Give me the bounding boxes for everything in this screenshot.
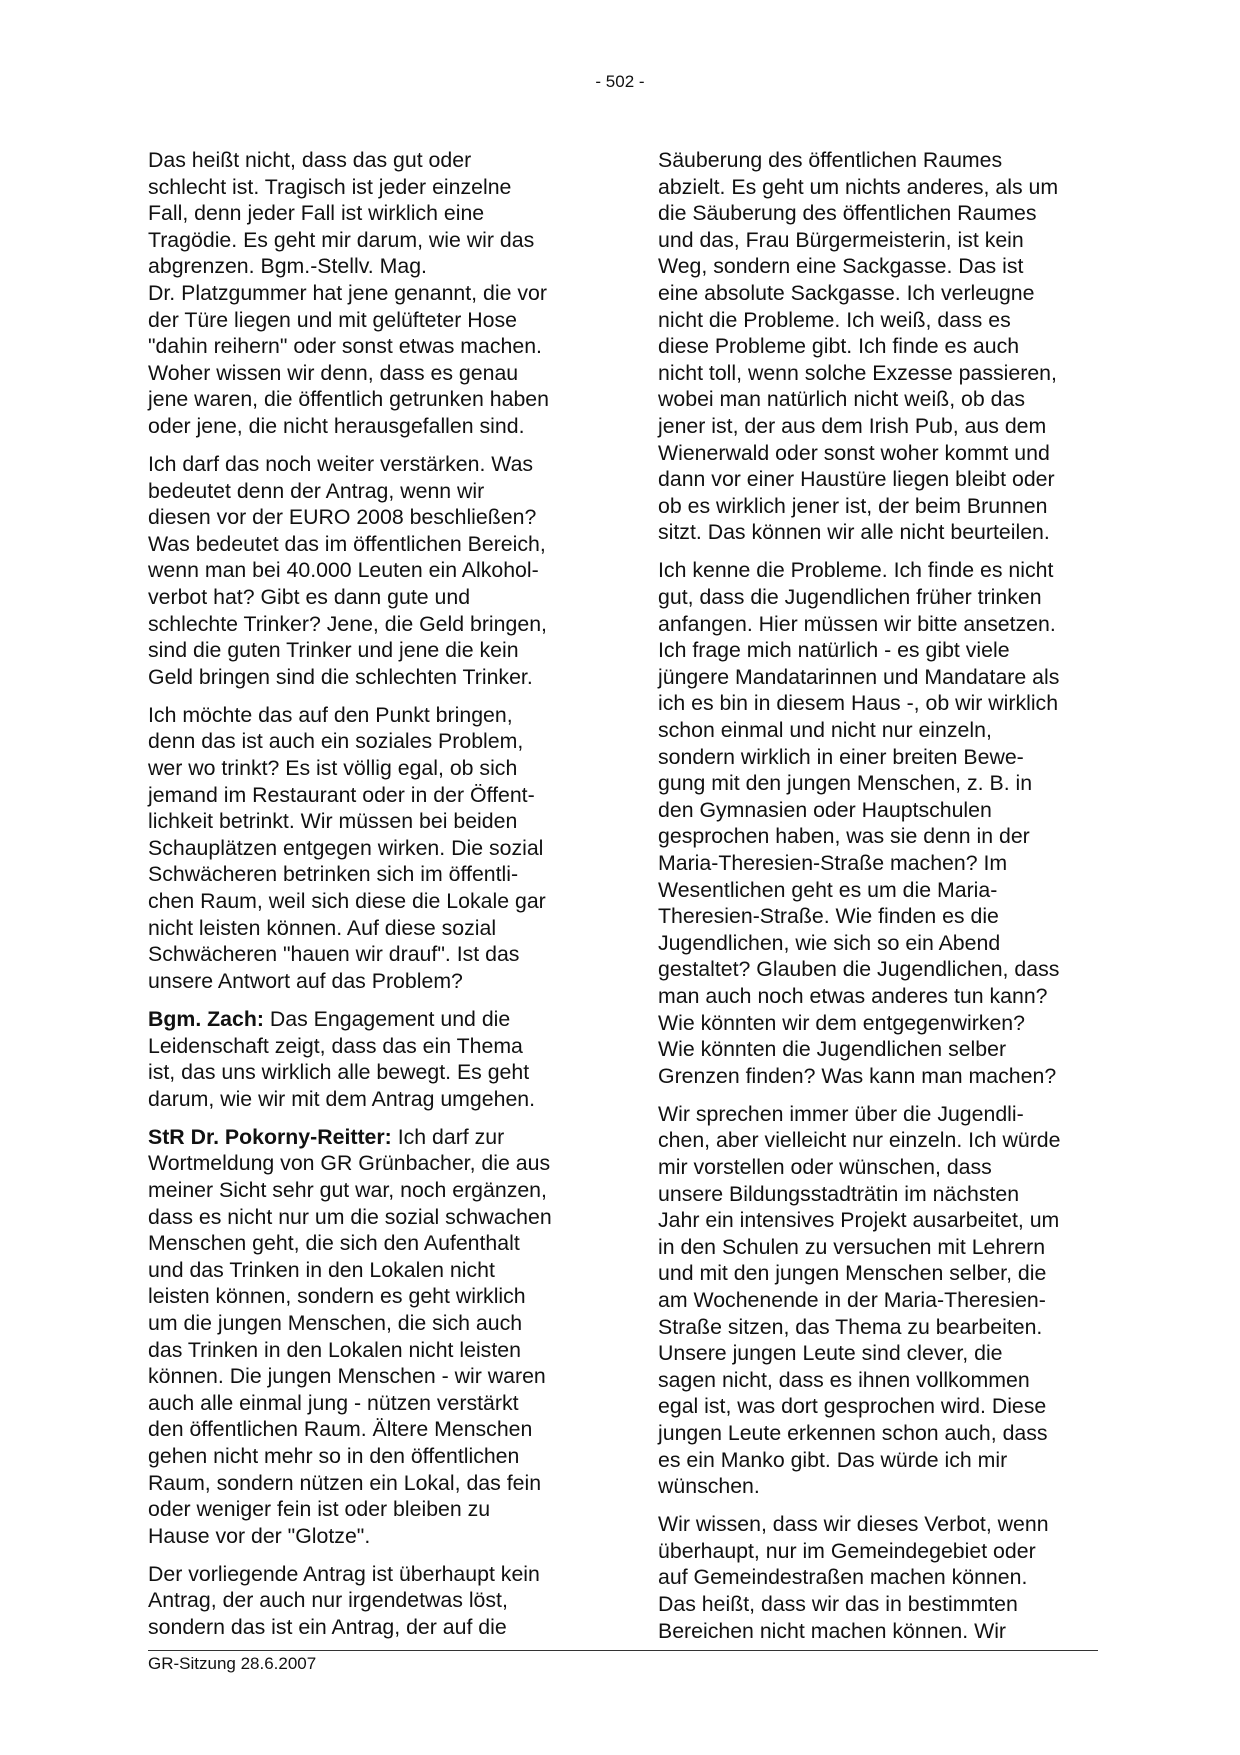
- text-line: sondern wirklich in einer breiten Bewe-: [658, 744, 1024, 769]
- text-line: gesprochen haben, was sie denn in der: [658, 824, 1030, 849]
- text-line: Schauplätzen entgegen wirken. Die sozial: [148, 835, 544, 860]
- text-line: gung mit den jungen Menschen, z. B. in: [658, 771, 1033, 796]
- footer-divider: [148, 1650, 1098, 1651]
- text-line: chen, aber vielleicht nur einzeln. Ich würde: [658, 1128, 1061, 1153]
- text-line: um die jungen Menschen, die sich auch: [148, 1310, 523, 1335]
- text-line: oder jene, die nicht herausgefallen sind.: [148, 413, 525, 438]
- text-line: Unsere jungen Leute sind clever, die: [658, 1341, 1003, 1366]
- text-line: diesen vor der EURO 2008 beschließen?: [148, 505, 537, 530]
- text-line: auf Gemeindestraßen machen können.: [658, 1565, 1028, 1590]
- text-line: egal ist, was dort gesprochen wird. Diese: [658, 1394, 1047, 1419]
- speaker-name: StR Dr. Pokorny-Reitter:: [148, 1124, 392, 1149]
- text-line: darum, wie wir mit dem Antrag umgehen.: [148, 1086, 536, 1111]
- text-line: nicht toll, wenn solche Exzesse passieren,: [658, 360, 1057, 385]
- text-line: unsere Bildungsstadträtin im nächsten: [658, 1181, 1020, 1206]
- text-line: schlechte Trinker? Jene, die Geld bringen,: [148, 611, 547, 636]
- speaker-name: Bgm. Zach:: [148, 1006, 264, 1031]
- text-line: Maria-Theresien-Straße machen? Im: [658, 850, 1008, 875]
- text-line: ist, das uns wirklich alle bewegt. Es geht: [148, 1060, 530, 1085]
- text-line: und mit den jungen Menschen selber, die: [658, 1261, 1047, 1286]
- text-line: Ich frage mich natürlich - es gibt viele: [658, 638, 1010, 663]
- text-line: Säuberung des öffentlichen Raumes: [658, 148, 1003, 172]
- text-line: meiner Sicht sehr gut war, noch ergänzen,: [148, 1177, 547, 1202]
- text-line: Theresien-Straße. Wie finden es die: [658, 904, 999, 929]
- text-line: leisten können, sondern es geht wirklich: [148, 1284, 526, 1309]
- text-line: der Türe liegen und mit gelüfteter Hose: [148, 307, 517, 332]
- text-line: diese Probleme gibt. Ich finde es auch: [658, 334, 1020, 359]
- text-line: Woher wissen wir denn, dass es genau: [148, 360, 519, 385]
- text-line: Straße sitzen, das Thema zu bearbeiten.: [658, 1314, 1043, 1339]
- text-line: gestaltet? Glauben die Jugendlichen, dass: [658, 957, 1060, 982]
- text-line: wenn man bei 40.000 Leuten ein Alkohol-: [148, 558, 539, 583]
- text-line: abgrenzen. Bgm.-Stellv. Mag.: [148, 254, 427, 279]
- text-line: schlecht ist. Tragisch ist jeder einzelne: [148, 174, 512, 199]
- paragraph: [658, 147, 1103, 546]
- text-line: wünschen.: [658, 1474, 760, 1499]
- text-line: jungen Leute erkennen schon auch, dass: [658, 1420, 1048, 1445]
- text-line: Wesentlichen geht es um die Maria-: [658, 877, 998, 902]
- paragraph: [148, 147, 593, 440]
- text-line: am Wochenende in der Maria-Theresien-: [658, 1287, 1046, 1312]
- text-line: und das, Frau Bürgermeisterin, ist kein: [658, 227, 1024, 252]
- paragraph: [148, 451, 593, 690]
- text-line: Ich darf das noch weiter verstärken. Was: [148, 452, 534, 477]
- text-line: können. Die jungen Menschen - wir waren: [148, 1364, 546, 1389]
- text-line: überhaupt, nur im Gemeindegebiet oder: [658, 1538, 1036, 1563]
- text-line: Schwächeren "hauen wir drauf". Ist das: [148, 942, 520, 967]
- text-line: Jahr ein intensives Projekt ausarbeitet, um: [658, 1208, 1060, 1233]
- right-column: [658, 147, 1103, 1656]
- paragraph: [658, 1511, 1103, 1644]
- text-line: nicht leisten können. Auf diese sozial: [148, 915, 497, 940]
- text-line: "dahin reihern" oder sonst etwas machen.: [148, 334, 542, 359]
- text-line: Das Engagement und die: [263, 1006, 511, 1031]
- text-line: Wienerwald oder sonst woher kommt und: [658, 440, 1050, 465]
- text-line: chen Raum, weil sich diese die Lokale gar: [148, 889, 546, 914]
- text-line: dann vor einer Haustüre liegen bleibt oder: [658, 467, 1055, 492]
- text-line: Bereichen nicht machen können. Wir: [658, 1618, 1007, 1643]
- text-line: Tragödie. Es geht mir darum, wie wir das: [148, 227, 535, 252]
- text-line: lichkeit betrinkt. Wir müssen bei beiden: [148, 809, 518, 834]
- text-line: Schwächeren betrinken sich im öffentli-: [148, 862, 519, 887]
- text-line: Wir wissen, dass wir dieses Verbot, wenn: [658, 1512, 1049, 1537]
- text-line: Geld bringen sind die schlechten Trinker.: [148, 664, 533, 689]
- text-line: Antrag, der auch nur irgendetwas löst,: [148, 1588, 508, 1613]
- text-line: sagen nicht, dass es ihnen vollkommen: [658, 1367, 1030, 1392]
- text-line: Was bedeutet das im öffentlichen Bereich,: [148, 531, 546, 556]
- text-line: bedeutet denn der Antrag, wenn wir: [148, 478, 485, 503]
- text-line: und das Trinken in den Lokalen nicht: [148, 1257, 495, 1282]
- text-line: Jugendlichen, wie sich so ein Abend: [658, 930, 1001, 955]
- footer-session-label: GR-Sitzung 28.6.2007: [148, 1654, 317, 1673]
- paragraph: [148, 702, 593, 995]
- text-line: unsere Antwort auf das Problem?: [148, 968, 463, 993]
- text-line: ich es bin in diesem Haus -, ob wir wirklich: [658, 691, 1059, 716]
- text-line: wer wo trinkt? Es ist völlig egal, ob sich: [148, 756, 518, 781]
- text-line: Weg, sondern eine Sackgasse. Das ist: [658, 254, 1024, 279]
- text-line: anfangen. Hier müssen wir bitte ansetzen.: [658, 611, 1056, 636]
- text-line: Wortmeldung von GR Grünbacher, die aus: [148, 1151, 551, 1176]
- text-line: Ich möchte das auf den Punkt bringen,: [148, 702, 513, 727]
- text-line: mir vorstellen oder wünschen, dass: [658, 1154, 992, 1179]
- left-column: [148, 147, 593, 1652]
- text-line: Hause vor der "Glotze".: [148, 1523, 371, 1548]
- paragraph: [148, 1006, 593, 1112]
- text-line: gut, dass die Jugendlichen früher trinken: [658, 585, 1042, 609]
- text-line: Wie könnten wir dem entgegenwirken?: [658, 1010, 1025, 1035]
- page-number: - 502 -: [595, 72, 645, 91]
- text-line: den öffentlichen Raum. Ältere Menschen: [148, 1417, 533, 1442]
- text-line: wobei man natürlich nicht weiß, ob das: [658, 387, 1025, 412]
- text-line: es ein Manko gibt. Das würde ich mir: [658, 1447, 1008, 1472]
- text-line: die Säuberung des öffentlichen Raumes: [658, 201, 1037, 226]
- text-line: jemand im Restaurant oder in der Öffent-: [148, 782, 535, 807]
- text-line: denn das ist auch ein soziales Problem,: [148, 729, 524, 754]
- paragraph: [658, 1101, 1103, 1500]
- paragraph: [658, 557, 1103, 1089]
- text-line: sondern das ist ein Antrag, der auf die: [148, 1614, 507, 1639]
- text-line: Leidenschaft zeigt, dass das ein Thema: [148, 1033, 523, 1058]
- text-line: gehen nicht mehr so in den öffentlichen: [148, 1443, 520, 1468]
- text-line: verbot hat? Gibt es dann gute und: [148, 585, 471, 609]
- text-line: Das heißt, dass wir das in bestimmten: [658, 1591, 1018, 1616]
- text-line: in den Schulen zu versuchen mit Lehrern: [658, 1234, 1046, 1259]
- text-line: ob es wirklich jener ist, der beim Brunnen: [658, 493, 1048, 518]
- paragraph: [148, 1561, 593, 1641]
- text-line: sitzt. Das können wir alle nicht beurteilen.: [658, 520, 1050, 545]
- text-line: Menschen geht, die sich den Aufenthalt: [148, 1231, 520, 1256]
- text-line: Der vorliegende Antrag ist überhaupt kein: [148, 1561, 540, 1586]
- text-line: Grenzen finden? Was kann man machen?: [658, 1063, 1057, 1088]
- text-line: das Trinken in den Lokalen nicht leisten: [148, 1337, 521, 1362]
- text-line: nicht die Probleme. Ich weiß, dass es: [658, 307, 1011, 332]
- text-line: auch alle einmal jung - nützen verstärkt: [148, 1390, 519, 1415]
- text-line: jüngere Mandatarinnen und Mandatare als: [658, 664, 1060, 689]
- text-line: Dr. Platzgummer hat jene genannt, die vor: [148, 280, 547, 305]
- text-line: Wie könnten die Jugendlichen selber: [658, 1037, 1007, 1062]
- text-line: Ich kenne die Probleme. Ich finde es nicht: [658, 558, 1054, 583]
- text-line: sind die guten Trinker und jene die kein: [148, 638, 519, 663]
- paragraph: [148, 1124, 593, 1550]
- text-line: Raum, sondern nützen ein Lokal, das fein: [148, 1470, 542, 1495]
- text-line: dass es nicht nur um die sozial schwachen: [148, 1204, 552, 1229]
- text-line: jener ist, der aus dem Irish Pub, aus dem: [658, 413, 1047, 438]
- text-line: den Gymnasien oder Hauptschulen: [658, 797, 992, 822]
- text-line: Das heißt nicht, dass das gut oder: [148, 148, 472, 172]
- text-line: schon einmal und nicht nur einzeln,: [658, 717, 992, 742]
- text-line: oder weniger fein ist oder bleiben zu: [148, 1497, 491, 1522]
- text-line: Wir sprechen immer über die Jugendli-: [658, 1101, 1024, 1126]
- text-line: Fall, denn jeder Fall ist wirklich eine: [148, 201, 485, 226]
- text-line: man auch noch etwas anderes tun kann?: [658, 983, 1048, 1008]
- text-line: Ich darf zur: [391, 1124, 505, 1149]
- text-line: jene waren, die öffentlich getrunken haben: [148, 387, 549, 412]
- text-line: abzielt. Es geht um nichts anderes, als um: [658, 174, 1059, 199]
- text-line: eine absolute Sackgasse. Ich verleugne: [658, 280, 1035, 305]
